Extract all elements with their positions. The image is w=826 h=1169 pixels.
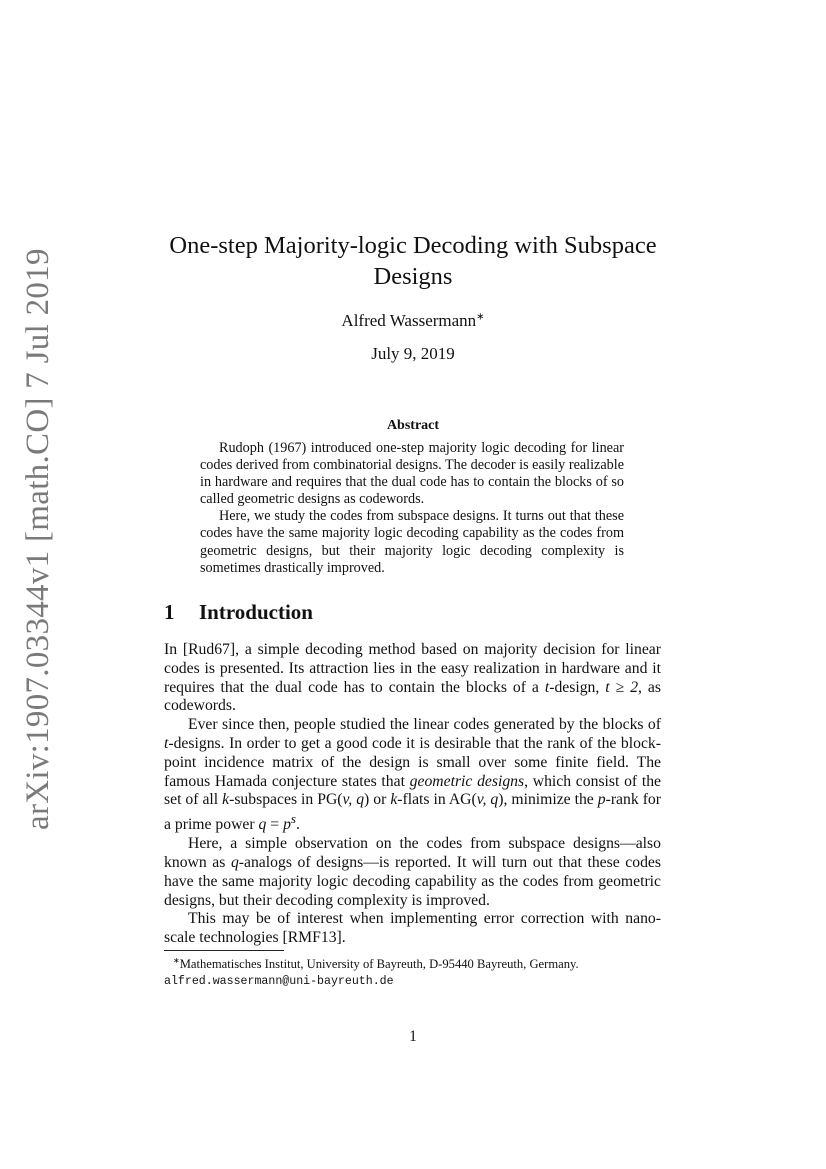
footnote-affiliation: Mathematisches Institut, University of Bayreuth, D-95440 Bayreuth, Germany.	[179, 957, 579, 972]
body-paragraph-4: This may be of interest when implementing error correction with nano-scale technologies [RMF13].	[164, 910, 661, 947]
page-number: 1	[409, 1028, 417, 1045]
abstract-paragraph: Rudoph (1967) introduced one-step majority logic decoding for linear codes derived from combinatorial designs. The decoder is easily realizable in hardware and requires that the dual code has to contain the blocks of so called geometric designs as codewords.	[200, 440, 624, 508]
body-text	[164, 641, 661, 948]
author-footnote-mark: ∗	[476, 311, 485, 323]
section-number: 1	[164, 600, 175, 624]
abstract-heading: Abstract	[386, 418, 440, 433]
body-paragraph-2: Ever since then, people studied the linear codes generated by the blocks of t-designs. In order to get a good code it is desirable that the rank of the block-point incidence matrix of the design is small over some finite field. The famous Hamada conjecture states that geometric designs, which consist of the set of all k-subspaces in PG(v, q) or k-flats in AG(v, q), minimize the p-rank for a prime power $q = p^s$.	[164, 716, 661, 834]
section-heading	[164, 600, 313, 625]
footnote-mark: ∗	[173, 956, 180, 965]
paper-title: One-step Majority-logic Decoding with Subspace Designs	[169, 232, 657, 290]
section-title: Introduction	[199, 600, 313, 624]
author-name: Alfred Wassermann	[341, 311, 477, 330]
footnote	[164, 953, 661, 990]
author-email: alfred.wassermann@uni-bayreuth.de	[164, 975, 394, 989]
arxiv-identifier: arXiv:1907.03344v1 [math.CO] 7 Jul 2019	[20, 248, 56, 830]
body-paragraph-3: Here, a simple observation on the codes from subspace designs—also known as q-analogs of designs—is reported. It will turn out that these codes have the same majority logic decoding capability as the codes from geometric designs, but their decoding complexity is improved.	[164, 835, 661, 909]
footnote-rule	[164, 950, 284, 951]
paper-date: July 9, 2019	[371, 344, 455, 363]
abstract-paragraph: Here, we study the codes from subspace designs. It turns out that these codes have the same majority logic decoding capability as the codes from geometric designs, but their majority logic decoding complexity is sometimes drastically improved.	[200, 508, 624, 576]
author-line	[0, 311, 826, 331]
abstract	[200, 440, 624, 577]
body-paragraph-1: In [Rud67], a simple decoding method based on majority decision for linear codes is presented. Its attraction lies in the easy realization in hardware and it requires that the dual code has to contain the blocks of a t-design, t ≥ 2, as codewords.	[164, 641, 662, 715]
